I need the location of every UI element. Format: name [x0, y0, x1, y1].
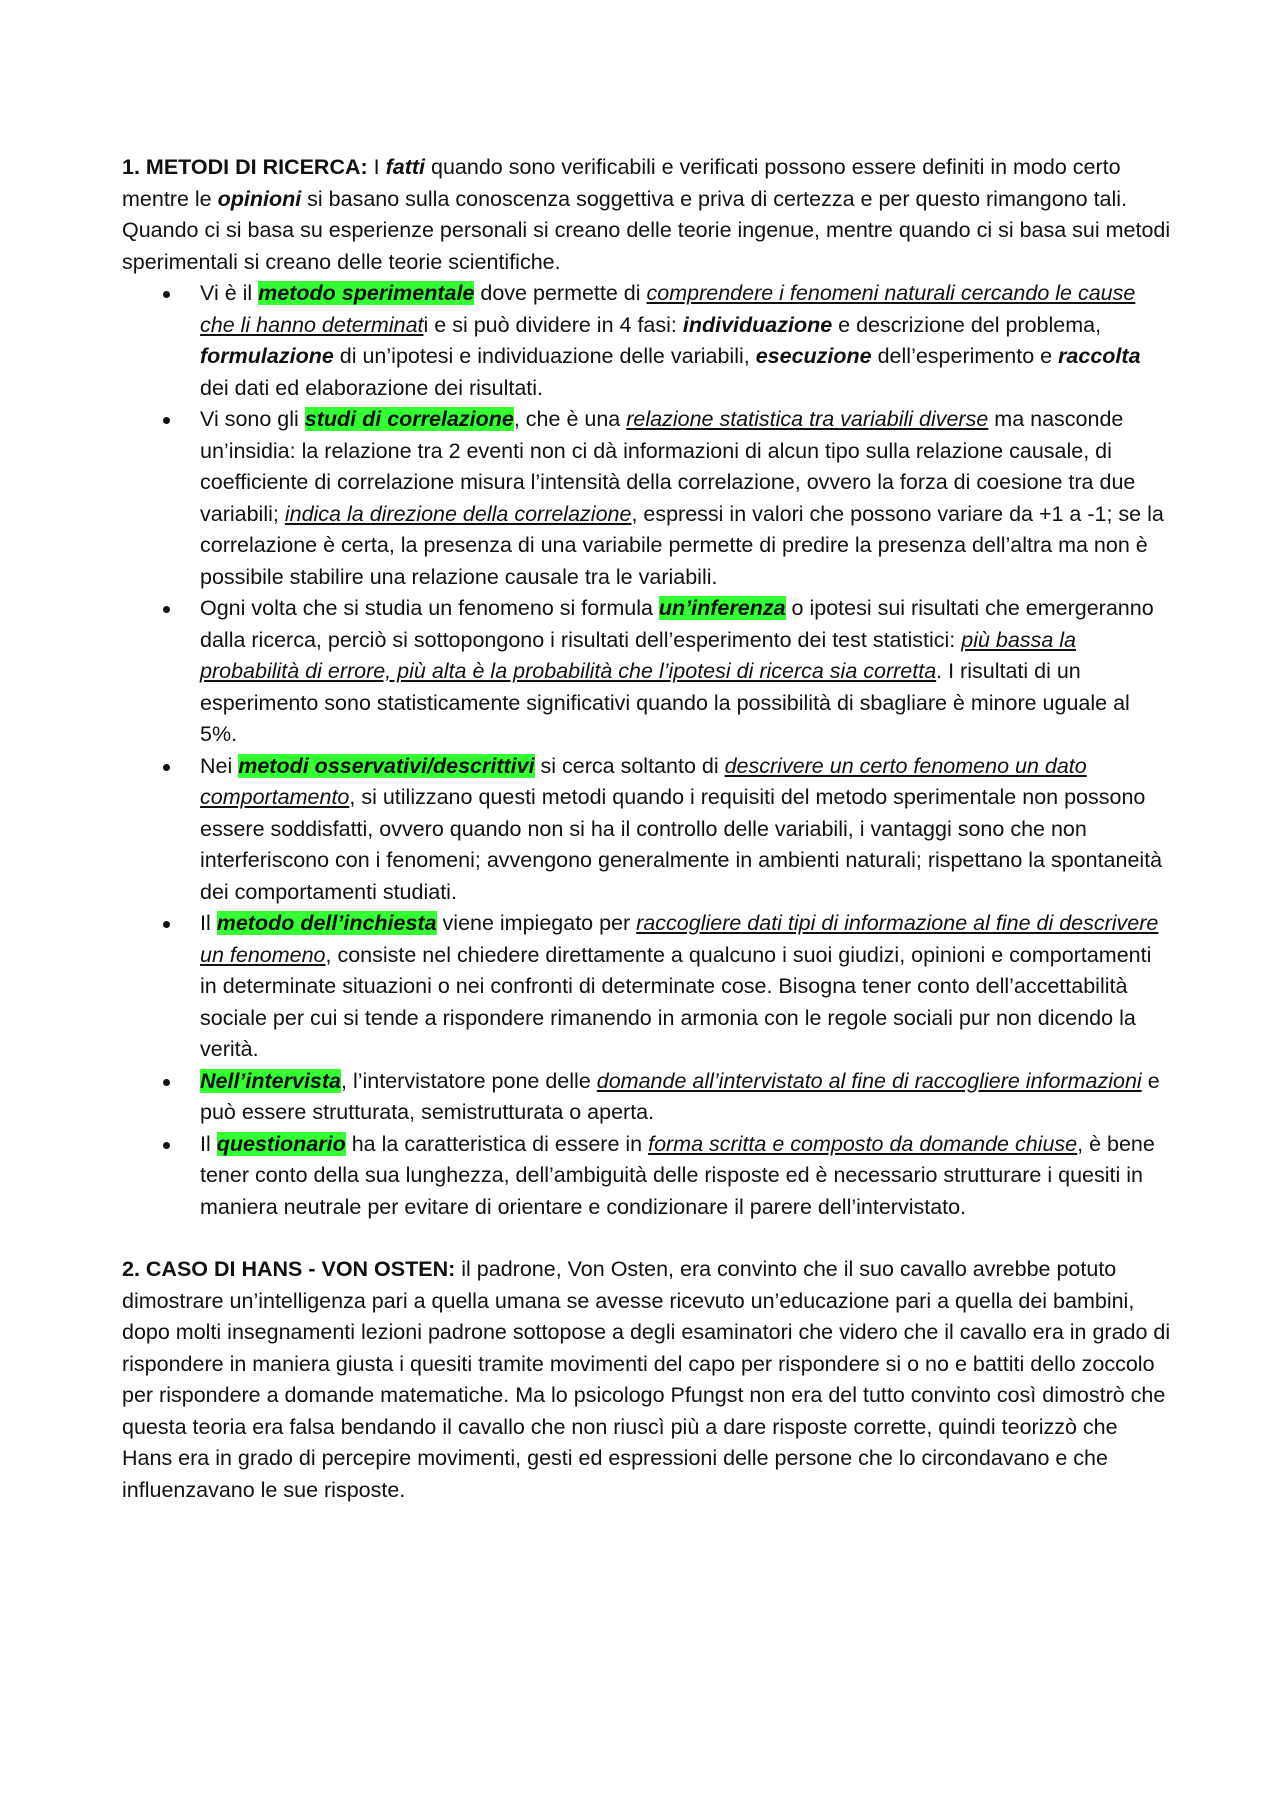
highlighted-term: studi di correlazione [304, 407, 514, 431]
bullet-text: viene impiegato per [436, 911, 637, 935]
bullet-metodi-osservativi [122, 751, 1172, 909]
bullet-text: Ogni volta che si studia un fenomeno si formula [200, 596, 659, 620]
term-fatti: fatti [385, 155, 426, 179]
bullet-studi-di-correlazione [122, 404, 1172, 593]
bullet-text: dove permette di [474, 281, 647, 305]
intro-text: si basano sulla conoscenza soggettiva e priva di certezza e per questo rimangono tali. Quando ci si basa su esperienze personali si creano delle teorie ingenue, mentre quando ci si basa sui metodi sperimentali si creano delle teorie scientifiche. [122, 186, 1171, 274]
highlighted-term: metodo sperimentale [258, 281, 475, 305]
methods-bullet-list [122, 278, 1172, 1223]
bullet-text: , che è una [513, 407, 627, 431]
intro-text: quando sono verificabili e verificati possono essere definiti in modo certo mentre le [122, 155, 1121, 211]
bullet-dot-icon [163, 1142, 170, 1149]
section-metodi-di-ricerca [122, 152, 1172, 1223]
bullet-intervista [122, 1066, 1172, 1129]
section-caso-di-hans [122, 1254, 1172, 1506]
underlined-phrase: forma scritta e composto da domande chiuse [648, 1131, 1078, 1156]
underlined-phrase: descrivere un certo fenomeno un dato comportamento [200, 753, 1087, 809]
bullet-text: , espressi in valori che possono variare da +1 a -1; se la correlazione è certa, la presenza di una variabile permette di predire la presenza dell’altra ma non è possibile stabilire una relazione causale tra le variabili. [200, 501, 1164, 589]
term-opinioni: opinioni [217, 186, 302, 211]
intro-text: I [367, 155, 386, 179]
bullet-text: e descrizione del problema, [832, 312, 1102, 337]
bullet-questionario [122, 1129, 1172, 1224]
bullet-inferenza [122, 593, 1172, 751]
section1-intro-paragraph [122, 152, 1172, 278]
highlighted-term: metodi osservativi/descrittivi [238, 753, 535, 778]
bullet-text: , è bene tener conto della sua lunghezza, dell’ambiguità delle risposte ed è necessario strutturare i quesiti in maniera neutrale per evitare di orientare e condizionare il parere dell’intervistato. [200, 1131, 1155, 1219]
phase-term: individuazione [682, 312, 833, 337]
highlighted-term: Nell’intervista [200, 1068, 341, 1093]
bullet-text: e può essere strutturata, semistrutturata o aperta. [200, 1068, 1160, 1124]
bullet-metodo-inchiesta [122, 908, 1172, 1066]
document-page [122, 152, 1172, 1506]
bullet-dot-icon [163, 921, 170, 928]
highlighted-term: metodo dell’inchiesta [216, 911, 437, 935]
bullet-dot-icon [163, 417, 170, 424]
bullet-text: di un’ipotesi e individuazione delle variabili, [333, 344, 756, 368]
phase-term: raccolta [1058, 344, 1141, 368]
bullet-text: Vi è il [200, 281, 259, 305]
bullet-dot-icon [163, 606, 170, 613]
underlined-phrase: indica la direzione della correlazione [284, 501, 632, 526]
bullet-text: dei dati ed elaborazione dei risultati. [200, 375, 544, 400]
bullet-text: i e si può dividere in 4 fasi: [423, 312, 683, 337]
section2-body-text: il padrone, Von Osten, era convinto che il suo cavallo avrebbe potuto dimostrare un’intelligenza pari a quella umana se avesse ricevuto un’educazione pari a quella dei bambini, dopo molti insegnamenti lezioni padrone sottopose a degli esaminatori che videro che il cavallo era in grado di rispondere in maniera giusta i quesiti tramite movimenti del capo per rispondere si o no e battiti dello zoccolo per rispondere a domande matematiche. Ma lo psicologo Pfungst non era del tutto convinto così dimostrò che questa teoria era falsa bendando il cavallo che non riuscì più a dare risposte corrette, quindi teorizzò che Hans era in grado di percepire movimenti, gesti ed espressioni delle persone che lo circondavano e che influenzavano le sue risposte. [122, 1257, 1171, 1502]
section2-paragraph [122, 1254, 1172, 1506]
bullet-text: . I risultati di un esperimento sono statisticamente significativi quando la possibilità di sbagliare è minore uguale al 5%. [200, 659, 1130, 746]
underlined-phrase: domande all’intervistato al fine di raccogliere informazioni [596, 1068, 1142, 1093]
bullet-text: ha la caratteristica di essere in [345, 1131, 649, 1156]
bullet-text: o ipotesi sui risultati che emergeranno dalla ricerca, perciò si sottopongono i risultati dell’esperimento dei test statistici: [200, 596, 1154, 652]
bullet-dot-icon [163, 291, 170, 298]
underlined-phrase: relazione statistica tra variabili diverse [626, 407, 989, 431]
bullet-text: , consiste nel chiedere direttamente a qualcuno i suoi giudizi, opinioni e comportamenti in determinate situazioni o nei confronti di determinate cose. Bisogna tener conto dell’accettabilità sociale per cui si tende a rispondere rimanendo in armonia con le regole sociali pur non dicendo la verità. [200, 942, 1152, 1061]
bullet-text: Il [200, 1131, 217, 1156]
bullet-text: Nei [200, 753, 239, 778]
bullet-dot-icon [163, 1079, 170, 1086]
bullet-metodo-sperimentale [122, 278, 1172, 404]
phase-term: esecuzione [755, 344, 872, 368]
bullet-text: Il [200, 911, 217, 935]
bullet-text: ma nasconde un’insidia: la relazione tra 2 eventi non ci dà informazioni di alcun tipo sulla relazione causale, di coefficiente di correlazione misura l’intensità della correlazione, ovvero la forza di coesione tra due variabili; [200, 407, 1136, 526]
bullet-text: , si utilizzano questi metodi quando i requisiti del metodo sperimentale non possono essere soddisfatti, ovvero quando non si ha il controllo delle variabili, i vantaggi sono che non interferiscono con i fenomeni; avvengono generalmente in ambienti naturali; rispettano la spontaneità dei comportamenti studiati. [200, 785, 1163, 904]
section1-heading: 1. METODI DI RICERCA: [122, 155, 368, 179]
bullet-text: Vi sono gli [200, 407, 305, 431]
highlighted-term: un’inferenza [658, 596, 786, 620]
underlined-phrase: più bassa la probabilità di errore, più alta è la probabilità che l’ipotesi di ricerca sia corretta [200, 627, 1076, 683]
bullet-text: , l’intervistatore pone delle [341, 1068, 597, 1093]
phase-term: formulazione [200, 344, 334, 368]
underlined-phrase: comprendere i fenomeni naturali cercando le cause che li hanno determinat [200, 281, 1136, 337]
section2-heading: 2. CASO DI HANS - VON OSTEN: [122, 1257, 456, 1281]
bullet-text: si cerca soltanto di [534, 753, 725, 778]
bullet-dot-icon [163, 764, 170, 771]
underlined-phrase: raccogliere dati tipi di informazione al fine di descrivere un fenomeno [200, 911, 1159, 967]
highlighted-term: questionario [216, 1131, 346, 1156]
bullet-text: dell’esperimento e [871, 344, 1059, 368]
